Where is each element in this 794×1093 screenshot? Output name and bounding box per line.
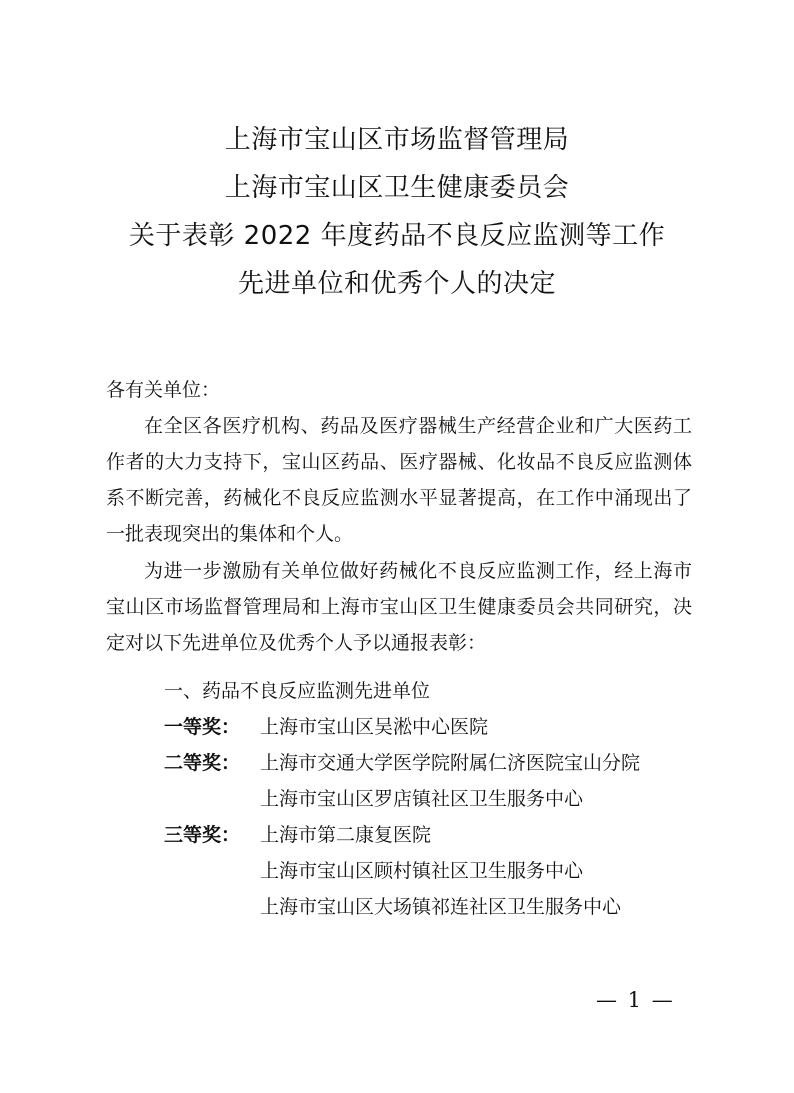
third-prize-unit-1: 上海市第二康复医院 [260, 824, 432, 846]
title-line-3: 关于表彰 2022 年度药品不良反应监测等工作 [128, 221, 666, 251]
document-title [0, 116, 794, 308]
third-prize-unit-3: 上海市宝山区大场镇祁连社区卫生服务中心 [260, 896, 622, 918]
first-prize-unit-1: 上海市宝山区吴淞中心医院 [260, 716, 489, 738]
first-prize-label: 一等奖： [164, 716, 241, 738]
salutation: 各有关单位： [106, 379, 221, 401]
title-line-2: 上海市宝山区卫生健康委员会 [224, 173, 570, 203]
third-prize-unit-2: 上海市宝山区顾村镇社区卫生服务中心 [260, 860, 584, 882]
third-prize-label: 三等奖： [164, 824, 241, 846]
title-line-1: 上海市宝山区市场监督管理局 [224, 125, 570, 155]
paragraph-2: 为进一步激励有关单位做好药械化不良反应监测工作，经上海市宝山区市场监督管理局和上海市宝山区卫生健康委员会共同研究，决定对以下先进单位及优秀个人予以通报表彰： [106, 560, 692, 654]
page-number: — 1 — [596, 988, 675, 1012]
title-line-4: 先进单位和优秀个人的决定 [237, 269, 556, 299]
section-heading: 一、药品不良反应监测先进单位 [164, 680, 431, 702]
paragraph-1: 在全区各医疗机构、药品及医疗器械生产经营企业和广大医药工作者的大力支持下，宝山区药品、医疗器械、化妆品不良反应监测体系不断完善，药械化不良反应监测水平显著提高，在工作中涌现出了一批表现突出的集体和个人。 [106, 415, 692, 545]
second-prize-unit-1: 上海市交通大学医学院附属仁济医院宝山分院 [260, 752, 641, 774]
second-prize-label: 二等奖： [164, 752, 241, 774]
second-prize-unit-2: 上海市宝山区罗店镇社区卫生服务中心 [260, 788, 584, 810]
